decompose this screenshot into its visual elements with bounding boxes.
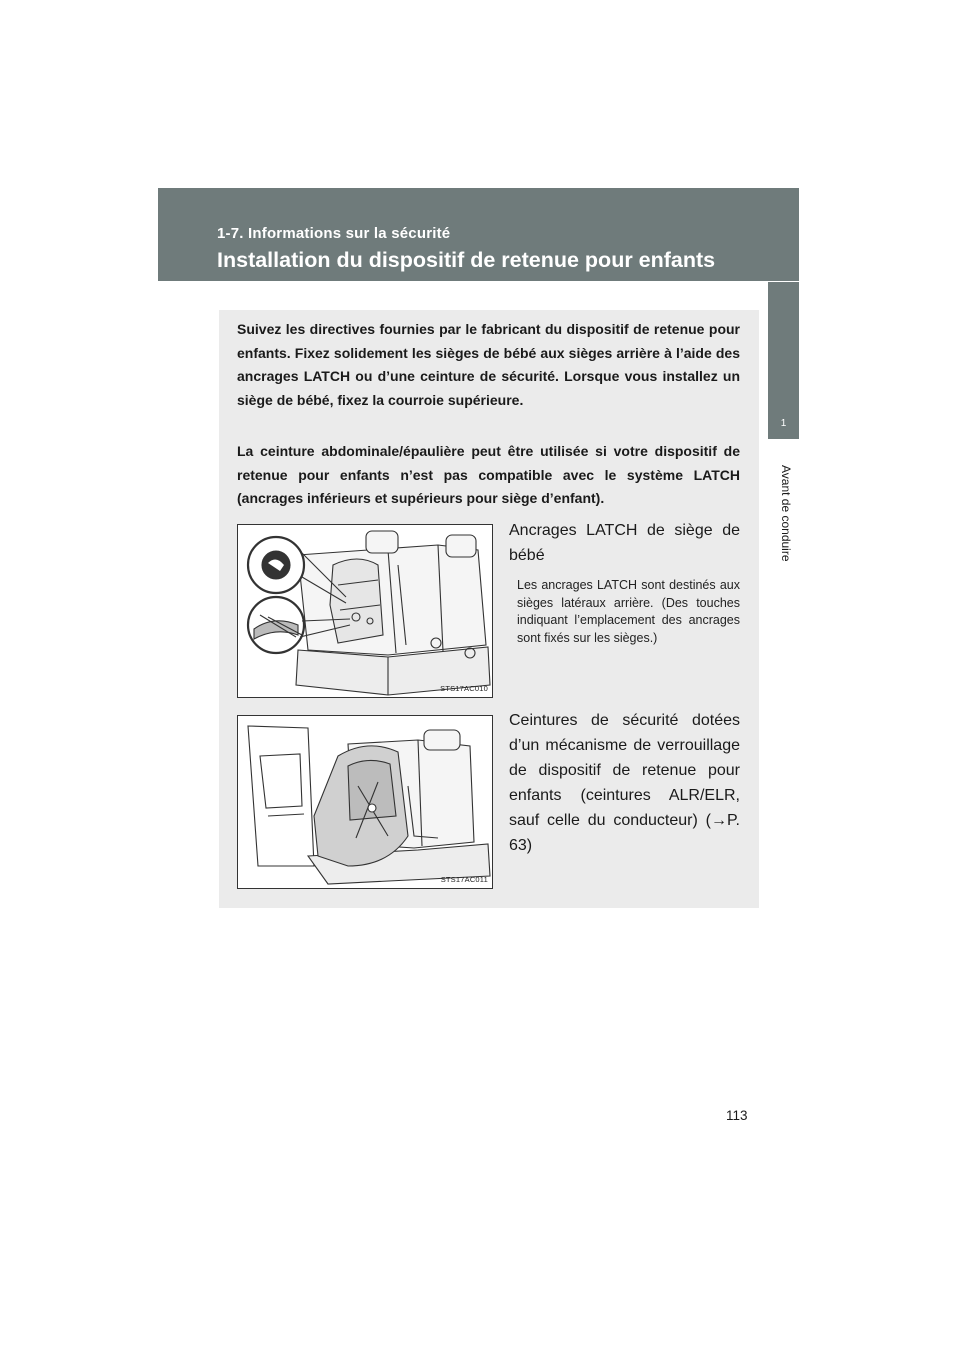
page-title: Installation du dispositif de retenue pour enfants [217, 248, 716, 272]
figure-code: STS17AC010 [440, 684, 488, 693]
latch-anchors-drawing [238, 525, 493, 698]
section-label: 1-7. Informations sur la sécurité [217, 225, 451, 242]
child-seat-belt-illustration [237, 715, 493, 889]
latch-anchors-description: Les ancrages LATCH sont destinés aux sièges latéraux arrière. (Des touches indiquant l’emplacement des ancrages sont fixés sur les sièges.) [517, 578, 740, 645]
latch-anchors-illustration [237, 524, 493, 698]
latch-anchors-title: Ancrages LATCH de siège de bébé [509, 522, 740, 564]
page-number: 113 [726, 1108, 748, 1123]
intro-paragraph-2: La ceinture abdominale/épaulière peut être utilisée si votre dispositif de retenue pour enfants n’est pas compatible avec le système LATCH (ancrages inférieurs et supérieurs pour siège d’enfant). [237, 443, 740, 506]
chapter-number: 1 [780, 418, 787, 429]
header-band [158, 188, 799, 281]
child-seat-belt-drawing [238, 716, 493, 889]
chapter-label: Avant de conduire [779, 465, 793, 562]
content-box [219, 310, 759, 908]
seat-belt-item-title: Ceintures de sécurité dotées d’un mécanisme de verrouillage de dispositif de retenue pour enfants (ceintures ALR/ELR, sauf celle du conducteur) (→P. 63) [509, 712, 740, 854]
chapter-tab [768, 282, 799, 439]
intro-paragraph-1: Suivez les directives fournies par le fabricant du dispositif de retenue pour enfants. Fixez solidement les sièges de bébé aux sièges arrière à l’aide des ancrages LATCH ou d’une ceinture de sécurité. Lorsque vous installez un siège de bébé, fixez la courroie supérieure. [237, 321, 740, 408]
figure-code: STS17AC011 [440, 875, 488, 884]
